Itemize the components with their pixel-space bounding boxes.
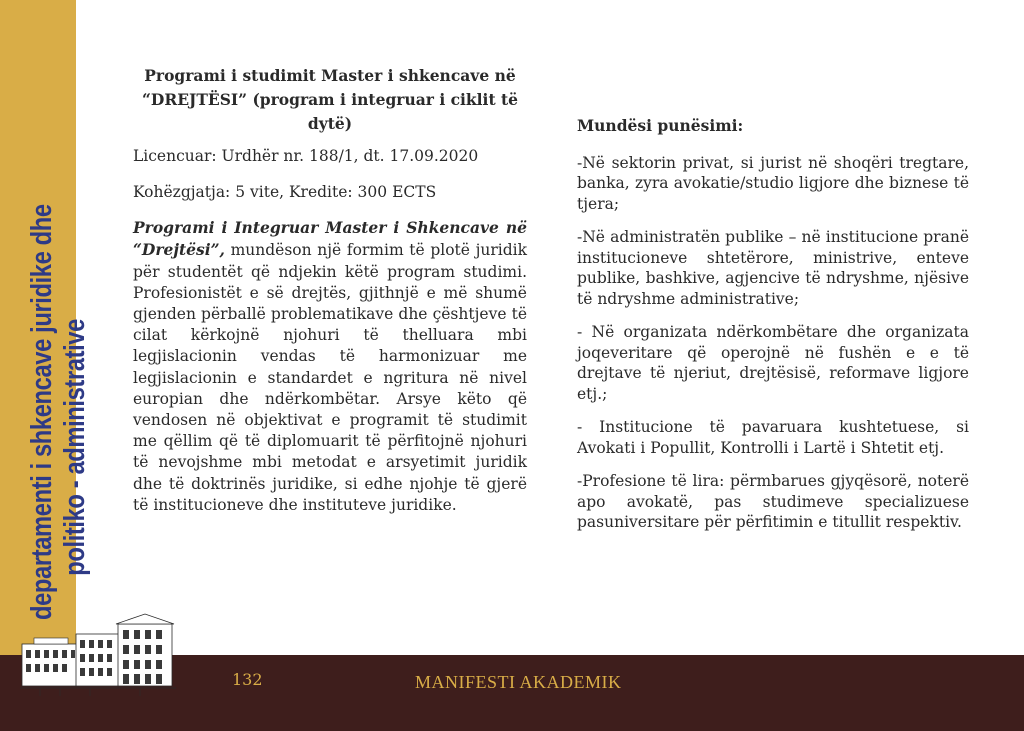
university-building-illustration: [20, 612, 176, 698]
program-column: [133, 64, 527, 516]
department-title-line-1: departamenti i shkencave juridike dhe: [26, 204, 58, 620]
program-description-body: mundëson një formim të plotë juridik për studentët që ndjekin këtë program studimi. Profesionistët e së drejtës, gjithnjë e më shumë gjenden përballë problematikave dhe çështjeve të cilat kërkojnë njohuri të thelluara mbi legjislacionin vendas të harmonizuar me legjislacionin e standardet e ngritura në nivel europian dhe ndërkombëtar. Arsye këto që vendosen në objektivat e programit të studimit me qëllim që të diplomuarit të përfitojnë njohuri të nevojshme mbi metodat e arsyetimit juridik dhe të doktrinës juridike, si edhe njohje të gjerë të institucioneve dhe instituteve juridike.: [133, 241, 527, 514]
employment-column: [577, 116, 969, 546]
license-line: Licencuar: Urdhër nr. 188/1, dt. 17.09.2020: [133, 147, 479, 165]
employment-title: Mundësi punësimi:: [577, 116, 744, 135]
duration-line: Kohëzgjatja: 5 vite, Kredite: 300 ECTS: [133, 182, 437, 201]
employment-item: -Në sektorin privat, si jurist në shoqëri tregtare, banka, zyra avokatie/studio ligjore dhe biznese të tjera;: [577, 153, 969, 213]
employment-item: - Institucione të pavaruara kushtetuese, si Avokati i Popullit, Kontrolli i Lartë i Shtetit etj.: [577, 418, 969, 457]
employment-item: - Në organizata ndërkombëtare dhe organizata joqeveritare që operojnë në fushën e e të drejtave të njeriut, drejtësisë, reformave ligjore etj.;: [577, 323, 969, 403]
program-title: Programi i studimit Master i shkencave në “DREJTËSI” (program i integruar i ciklit të dytë): [141, 66, 519, 133]
department-title-line-2: politiko - administrative: [59, 319, 91, 576]
program-description: [133, 217, 527, 516]
department-title: [26, 194, 92, 620]
employment-item: -Profesione të lira: përmbarues gjyqësorë, noterë apo avokatë, pas studimeve specializuese pasuniversitare për përfitimin e titullit respektiv.: [577, 472, 969, 531]
page-number: 132: [232, 670, 263, 689]
program-description-lead: Programi i Integruar Master i Shkencave në “Drejtësi”,: [133, 218, 527, 260]
footer-title: MANIFESTI AKADEMIK: [415, 672, 622, 692]
employment-item: -Në administratën publike – në institucione pranë institucioneve shtetërore, ministrive, enteve publike, bashkive, agjencive të ndryshme, njësive të ndryshme administrative;: [577, 228, 969, 308]
